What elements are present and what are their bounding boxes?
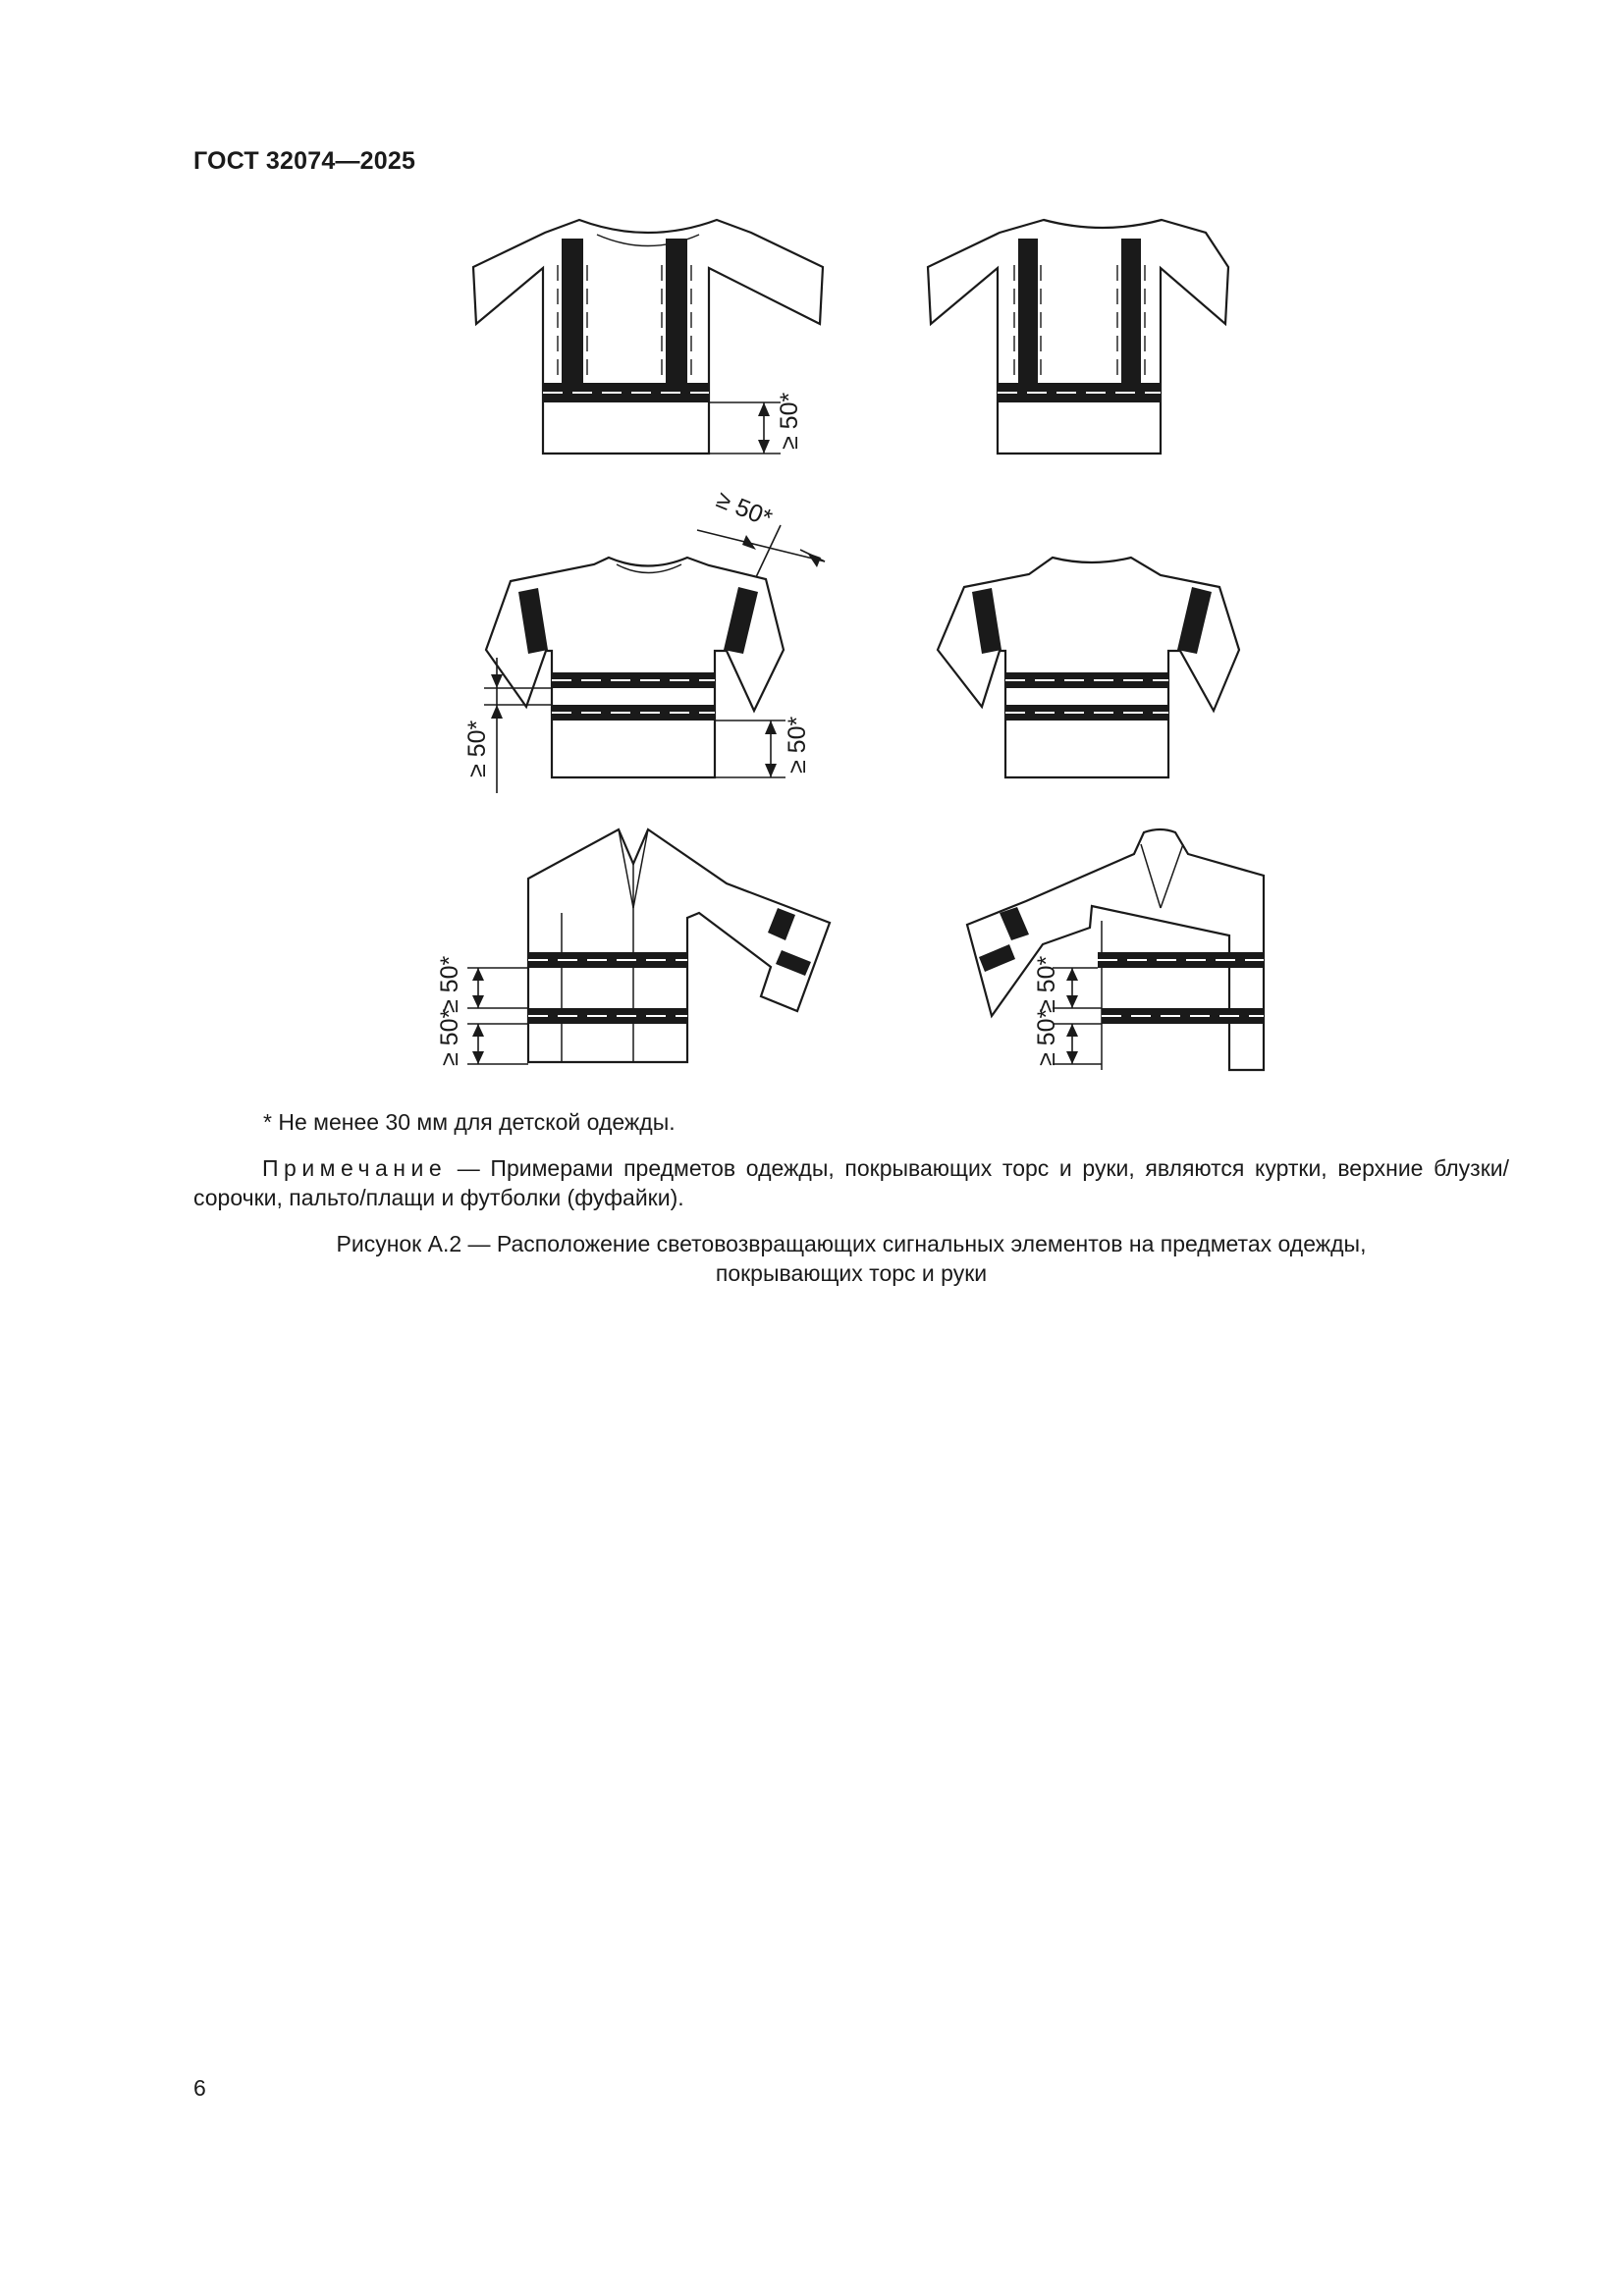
figure-a2-garments: [0, 0, 1624, 1099]
dimension-label: ≥ 50*: [776, 392, 803, 450]
reflective-chest-band: [1005, 672, 1168, 688]
reflective-waist-band: [543, 383, 709, 402]
reflective-strap-right: [1121, 239, 1141, 383]
figure-caption: [193, 1229, 1509, 1288]
figure-footnote: * Не менее 30 мм для детской одежды.: [263, 1109, 676, 1135]
dimension-label: ≥ 50*: [784, 716, 811, 774]
tshirt-straps-front: [473, 220, 823, 454]
reflective-sleeve-band-left: [518, 588, 548, 654]
reflective-sleeve-band-right: [724, 587, 758, 654]
tshirt-sleeve-bands-front: [463, 486, 825, 793]
caption-line-2: покрывающих торс и руки: [715, 1260, 988, 1286]
dimension-label: ≥ 50*: [1033, 1008, 1060, 1066]
jacket-back: [967, 829, 1264, 1070]
reflective-strap-left: [1018, 239, 1038, 383]
reflective-sleeve-band-lower: [979, 944, 1015, 972]
reflective-waist-band: [1005, 705, 1168, 721]
reflective-waist-band: [552, 705, 715, 721]
page-number: 6: [193, 2075, 206, 2101]
dimension-label: ≥ 50*: [463, 720, 491, 777]
reflective-strap-left: [562, 239, 583, 383]
dimension-label: ≥ 50*: [436, 955, 463, 1013]
note-lead: Примечание: [262, 1155, 448, 1181]
reflective-sleeve-band-lower: [776, 950, 811, 976]
reflective-waist-band: [1102, 1008, 1264, 1024]
tshirt-straps-back: [928, 220, 1228, 454]
tshirt-sleeve-bands-back: [938, 558, 1239, 777]
caption-line-1: Рисунок А.2 — Расположение световозвращающих сигнальных элементов на предметах одежды,: [336, 1231, 1367, 1256]
reflective-sleeve-band-right: [1177, 587, 1212, 654]
note-text: — Примерами предметов одежды, покрывающих торс и руки, являются куртки, верхние блузки/сорочки, пальто/плащи и футболки (фуфайки).: [193, 1155, 1509, 1210]
reflective-sleeve-band-upper: [1000, 907, 1029, 940]
dimension-label: ≥ 50*: [712, 485, 777, 533]
reflective-chest-band: [1098, 952, 1264, 968]
dimension-label: ≥ 50*: [1033, 955, 1060, 1013]
figure-note: [193, 1153, 1509, 1212]
jacket-front: [436, 829, 830, 1066]
reflective-sleeve-band-upper: [768, 908, 795, 940]
reflective-chest-band: [552, 672, 715, 688]
reflective-sleeve-band-left: [972, 588, 1001, 654]
document-standard-header: ГОСТ 32074—2025: [193, 147, 416, 175]
reflective-strap-right: [666, 239, 687, 383]
reflective-waist-band: [998, 383, 1161, 402]
dimension-label: ≥ 50*: [436, 1008, 463, 1066]
